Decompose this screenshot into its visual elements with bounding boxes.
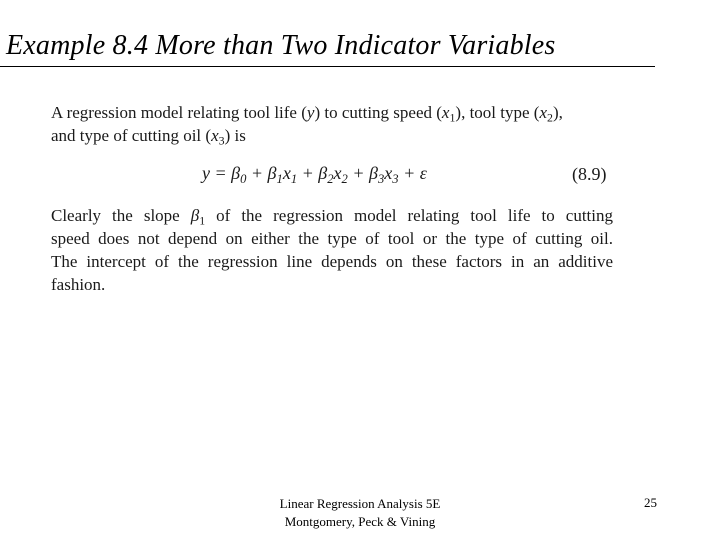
var-x2: x — [539, 103, 547, 122]
subscript: 3 — [218, 133, 225, 148]
equation-term: x — [333, 163, 342, 183]
equation-term: y = β — [202, 163, 241, 183]
explanation-paragraph — [51, 204, 613, 296]
var-x1: x — [441, 103, 450, 122]
equation-term: x — [282, 163, 291, 183]
paragraph-text: Clearly the slope — [51, 206, 191, 225]
subscript: 3 — [377, 171, 385, 186]
subscript: 2 — [327, 171, 334, 186]
subscript: 0 — [240, 171, 247, 186]
intro-text: and type of cutting oil ( — [51, 126, 212, 145]
footer-book-title: Linear Regression Analysis 5E — [279, 496, 441, 511]
title-divider — [0, 66, 655, 67]
intro-text: ), tool type ( — [455, 103, 540, 122]
subscript: 2 — [547, 110, 553, 125]
var-y: y — [306, 103, 315, 122]
regression-equation — [202, 163, 427, 184]
subscript: 1 — [449, 110, 456, 125]
subscript: 1 — [199, 213, 206, 228]
paragraph-line — [51, 204, 613, 227]
paragraph-line: speed does not depend on either the type of tool or the type of cutting oil. — [51, 229, 613, 248]
intro-paragraph — [51, 101, 613, 147]
footer-source — [260, 495, 460, 531]
intro-text: ) to cutting speed ( — [314, 103, 442, 122]
subscript: 1 — [290, 171, 298, 186]
subscript: 2 — [341, 171, 348, 186]
equation-term: + β — [297, 163, 328, 183]
subscript: 1 — [276, 171, 283, 186]
equation-term: x — [384, 163, 393, 183]
intro-text: ) is — [224, 126, 246, 145]
equation-term: + β — [246, 163, 277, 183]
page-number: 25 — [644, 495, 657, 510]
footer-authors: Montgomery, Peck & Vining — [284, 514, 436, 529]
paragraph-line: fashion. — [51, 275, 106, 294]
paragraph-text: of the regression model relating tool life to cutting — [205, 206, 613, 225]
intro-text: A regression model relating tool life ( — [51, 103, 307, 122]
beta-symbol: β — [190, 206, 200, 225]
slide-title: Example 8.4 More than Two Indicator Variables — [6, 30, 556, 61]
equation-term: + ε — [398, 163, 427, 183]
subscript: 3 — [392, 171, 399, 186]
intro-text: ), — [552, 103, 563, 122]
equation-number: (8.9) — [572, 164, 607, 184]
var-x3: x — [211, 126, 219, 145]
paragraph-line: The intercept of the regression line depends on these factors in an additive — [51, 252, 613, 271]
equation-term: + β — [347, 163, 378, 183]
